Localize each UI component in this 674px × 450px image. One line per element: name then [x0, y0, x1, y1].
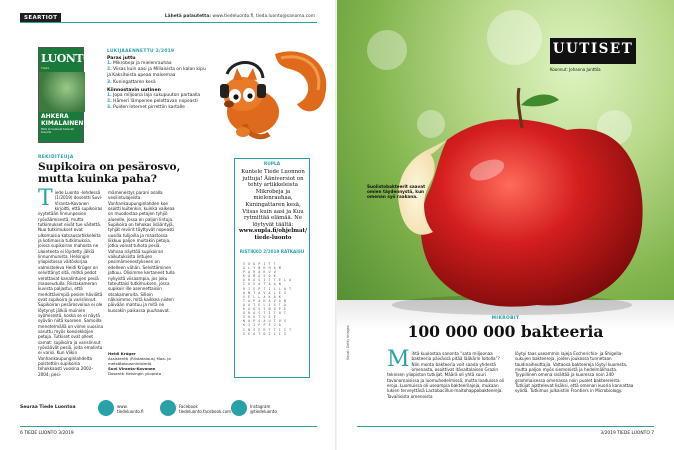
list-item: 2. Viisas kuin aasi ja Millaisista on kalan kipu ja Kaksitoista upeaa maisemaa [107, 67, 206, 79]
instagram-link[interactable]: Instagram @tiedeluonto [250, 404, 277, 414]
follow-label: Seuraa Tiede Luontoa [20, 405, 76, 410]
feedback-line [165, 14, 315, 19]
list-item: 3. Kuningattaren kesä [107, 79, 156, 85]
supla-body: Kuntele Tiede Luonnon juttuja! Ääniversiot on tehty artikkeleista Mikrobeja ja mielenrauhaa, Kuningattaren kesä, Viisas kuin aasi ja Kuu rytmittää elämää. Ne löytyvät täältä: [241, 169, 305, 228]
article-text: ihtä kuulostaa sanonta “sata miljoonaa bakteeria päivässä pitää lääkärin loitolla”? Niin monta bakteeria voit saada yhdestä omenasta, osoittivat itävaltalaisen Grazin teknisen yliopiston tutkijat. Määrä oli yhtä suuri tavanomaisissa ja luomuhedelmissä, mutta laaduissa oli eroja. Luomuissa oli useampia bakteerilajeja, mukaan lukien terveyttäsä Lactobacillus-maitohappobakteereja. Tavallisista omenoista [387, 351, 505, 399]
facebook-link[interactable]: Facebook tiedeluonto.facebook.com [179, 404, 232, 414]
feedback-label: Lähetä palautetta: [164, 14, 211, 19]
facebook-icon[interactable] [160, 400, 176, 416]
drop-cap: T [38, 186, 53, 211]
cover-headline: AHKERA KIMALAINEN [41, 113, 84, 127]
article-text: mämenestys parani osalla vesilintulajeista. Vanhankaupunginlahden koe osoitti kuitenkin, kuinka vaikeaa on muodostaa petojen tyhjiö alueelle, jossa on paljon lintuja. Supikoira on tehokas lisääntyjä, tyhjät reviirit täyttyvät nopeasti uusilla tulijoilla ja maastossa liikkuu paljon muitakin petoja, jotka voivat tuhota pesiä. Vahvaa näyttöä supikoiran vaikutuksista lintujen pesimämenestykseen on edelleen vähän. Selvittäminen jatkuu. Olisimme kertaneet tulla nykyistä viisaampia, jos joku toteuttaisi tutkimuksen, jossa supikoir ille asennettaisiin otsakameroita. Silloin näkisimme, mitä kaikkea niiden päivään mahtuu ja mitä ne kussakin paikassa puuhaavat. [108, 190, 175, 313]
signature-role: Dosentti Helsingin yliopisto [108, 371, 162, 376]
poll-heading: LUKIJAAENNETTU 2/2019 [107, 49, 175, 54]
poll-best-label: Paras juttu [107, 56, 136, 61]
article-signatures [108, 351, 208, 376]
article-column-1 [387, 347, 507, 399]
folio-right: 3/2019 TIEDE LUONTO 7 [600, 431, 654, 436]
section-title: UUTISET [552, 41, 634, 57]
article-text: iede Luonto -lehdessä (1/2019) dosentti Suvi-Viranta-Kovanen kirjoitti, että supikoiras syytetään linnunpesien ryöväämisestä, mutta tutkimukset eivät tue väitettä. Nuo tutkimukset ovat ulkomaisia katsausartikkeleita ja kotimaisia tutkimuksia, joissa supikoiran mahosta ne uloieteeta ei löydetty jälkiä linnunmunista. Helsingin yliopistossa väitöskirjaa valmisteleva Heidi Krüger on selvittänyt sitä, mitkä pedot verottavat kanalintujen pesiä maaseudulla. Riistakameran kuvista paljastui, että merkittävimpiä pesien häviöitä ovat supikoira ja varislinnut. Supikoiran pesärosvoilua ei ole löytynyt jälkiä muinien syömisestä, koska se ei näytä syövän niitä kuoreen. Samoilla menetelmällä on viime vuosina saruttu myös koesiekkojen petoja. Tutkiset ovat olleet samat: supikoira ja varislinnut ryöväävät pesiä, joita emolintu ei varisi. Kun Viikin Vanhankaupunginlahdelta poistettiin supikoiria tehokkaasti vuosina 2002–2004, pesi- [38, 190, 103, 377]
list-item: 3. Puiden internet pirrettiin kartalle [107, 105, 185, 111]
cover-image [39, 72, 85, 112]
poll-news-label: Kiinnostavin uutinen [107, 87, 161, 93]
magazine-cover [38, 47, 93, 143]
list-item: 1. Mikrobeja ja mielenrauhaa [107, 61, 172, 66]
list-item: 2. Hämeri lämpenee pelottavan nopeasti [107, 99, 198, 105]
article-kicker: REKIDITEUJA [38, 155, 74, 160]
supla-text [238, 169, 308, 242]
signature-role: Assistentti (Riistatalous) Maa- ja metsätalousministeriö [108, 356, 171, 366]
instagram-icon[interactable] [231, 400, 247, 416]
compiled-by: Koonnut: Johanna Junttila [550, 67, 601, 72]
squirrel-headphones-illustration [205, 44, 335, 149]
article-column-1 [38, 186, 103, 377]
cover-title: LUONTO [41, 52, 93, 65]
supla-kicker: RUPLA [263, 162, 281, 167]
header-divider [20, 22, 317, 23]
footer-divider [20, 426, 317, 427]
cover-blurb: Mitä kimalaiset tekevät talvella [41, 127, 74, 135]
supla-url[interactable]: www.supla.fi/ohjelmat/ tiede-luonto [239, 228, 307, 241]
signature-name: Suvi Viranta-Kovanen [108, 366, 156, 371]
web-link[interactable]: www. tiedeluonto.fi [117, 404, 144, 414]
footer-divider [357, 426, 654, 427]
article-column-2 [515, 351, 635, 394]
crossword-heading: RISTIKKO 2/2019 RATKAISU [239, 249, 305, 254]
drop-cap: M [387, 347, 410, 372]
cover-subtitle: Tiede [41, 66, 50, 70]
right-page [337, 0, 674, 450]
article-headline: 100 000 000 bakteeria [407, 322, 604, 341]
supla-box [234, 158, 310, 378]
article-column-2 [108, 190, 176, 313]
globe-icon[interactable] [98, 400, 114, 416]
crossword-solution-grid: S U O P I T T A L Y N K H A M P A H A K U U K Ä M Ä S O K O R A S I T T E L A I O V A T A A N R I S P T I L L A T A N T A V A L E S V E L L A K Ä K T A P A H A V A N A A T E L I S T A K A U S I N O P E O R A S T I T U T S O U T U S E N A P S A U T U S K I I P P E J A I N S E R T T I I T S E A T O I L I V [243, 262, 292, 336]
article-headline: Supikoira on pesärosvo, mutta kuinka paha? [38, 161, 181, 185]
photo-caption: Suolistobakteerit saavat omien täydennystä, kun omenan syö raakana. [367, 184, 426, 200]
folio-left: 6 TIEDE LUONTO 3/2019 [20, 431, 74, 436]
list-item: 1. Jopa miljoona laja sukupuuton partaalla [107, 92, 201, 98]
article-text: löytyi taas useammin lajeja Escherichia- ja Shigella-sukujen bakteereja, joiden joukossa tunnetaan taudinaiheuttajia. Valtaosa bakteereja löytyi kuoresta, mutta paljon myös siemenistä ja hedelmälihasta. Tyypillinen omena sisältää ja kuoressa noin 240 grammaisessa omenassa noin puolet bakteereista. Tutkijat ajattelevat lisäksi, että omenan kuoria kannattaa syödä. Tutkimus julkaistiin Frontiers in Microbiology. [515, 351, 634, 394]
section-tag: SEARTIOT [20, 13, 61, 23]
signature-name: Heidi Krüger [108, 351, 136, 356]
feedback-text: www.tiedeluonto.fi, tieda.luonto@sanoma.com [212, 14, 315, 19]
reader-poll [107, 49, 207, 111]
article-kicker: MIKROBIT [491, 316, 520, 321]
photo-credit: Kuvat: Getty Images [346, 325, 350, 360]
